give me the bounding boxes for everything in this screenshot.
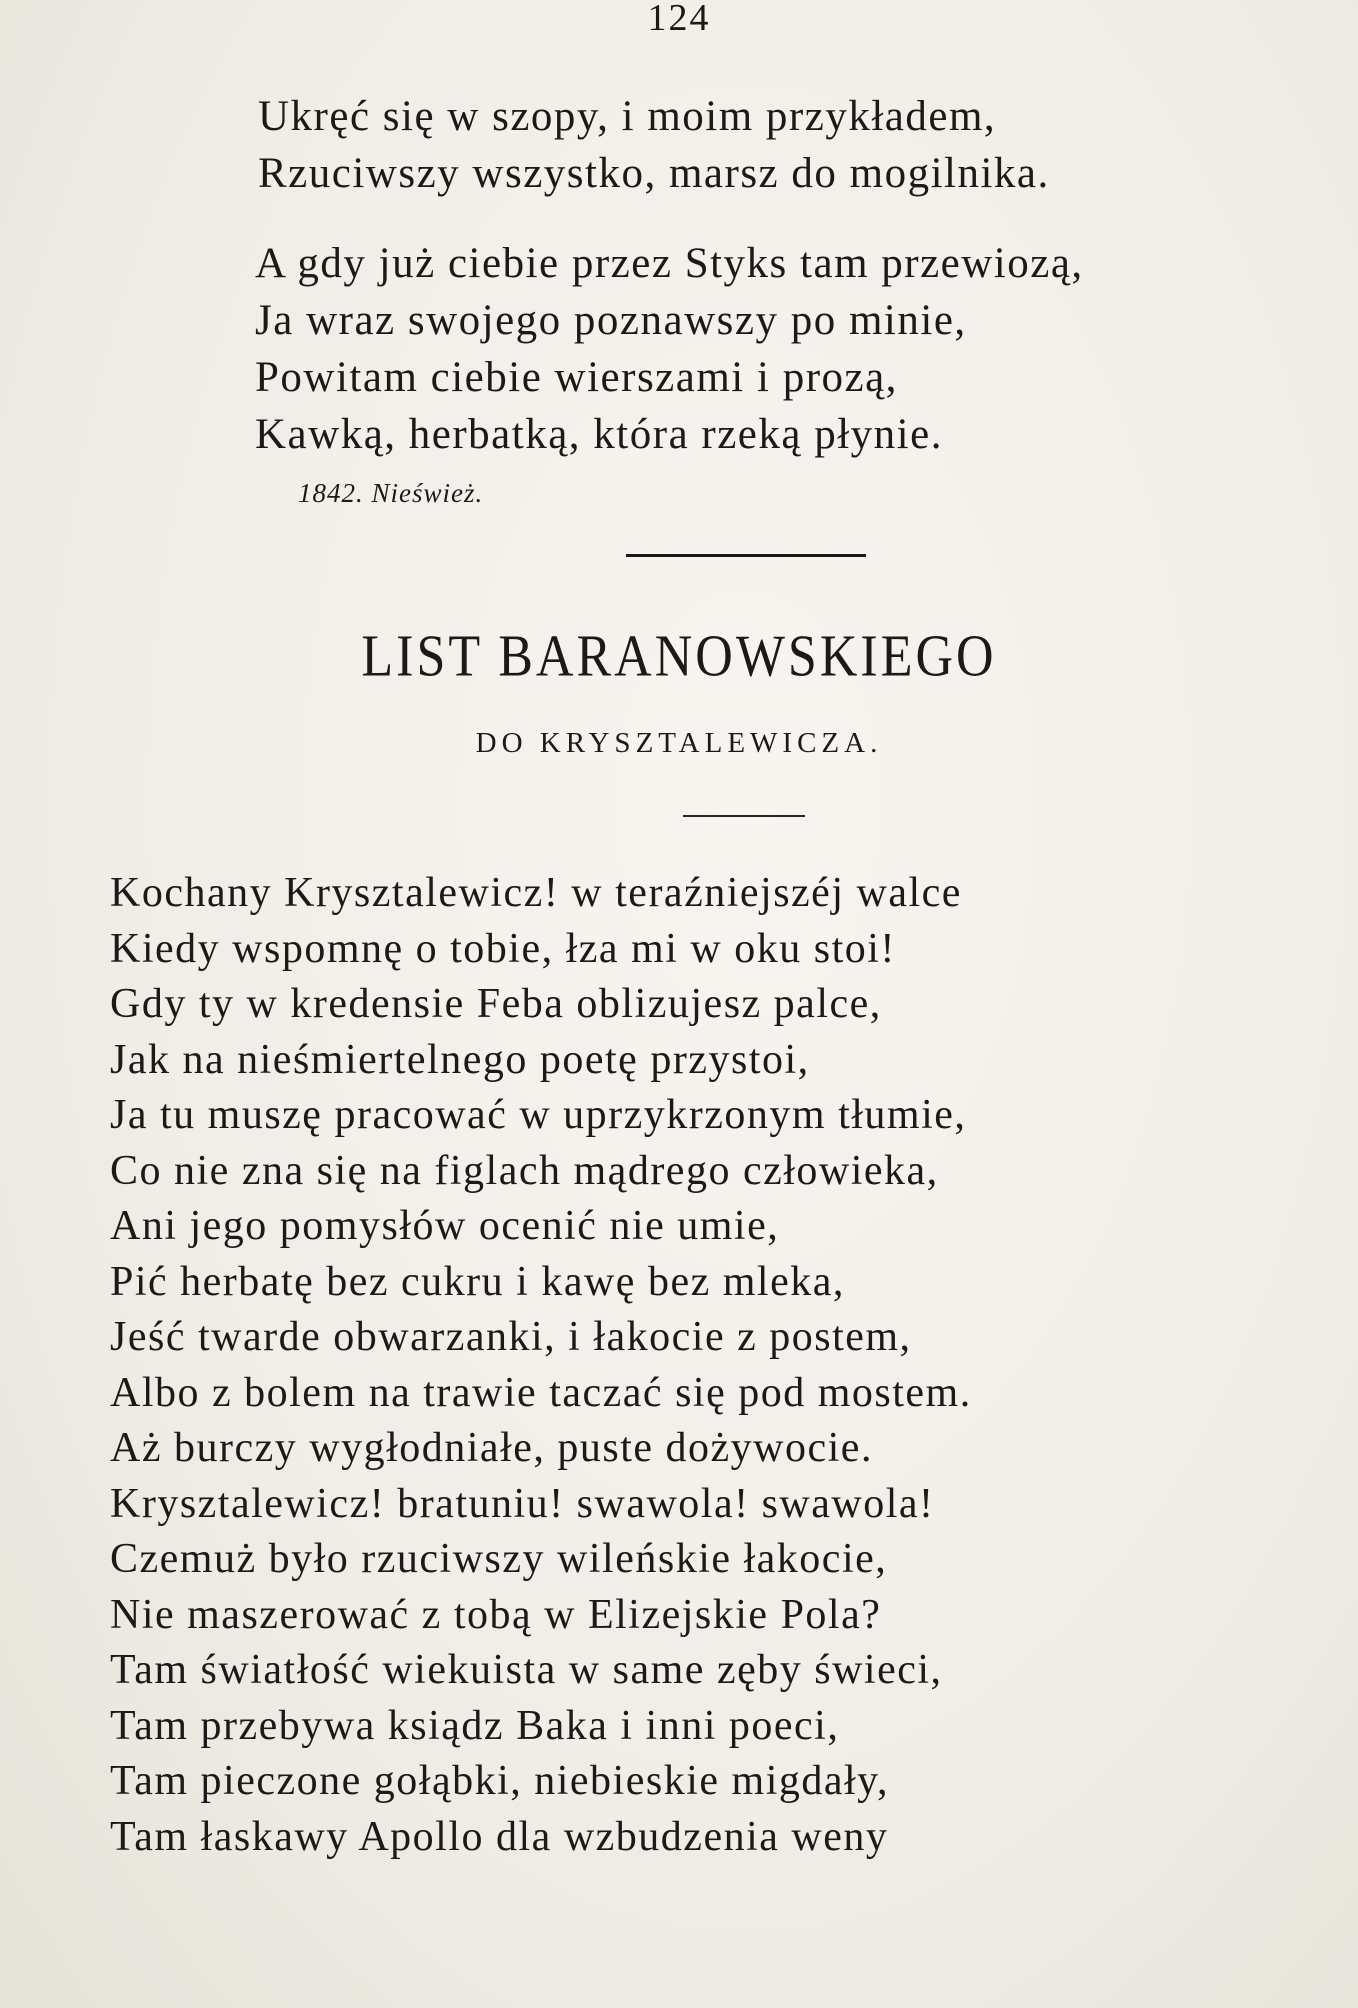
- verse-line: Gdy ty w kredensie Feba oblizujesz palce,: [110, 981, 882, 1027]
- verse-line: Tam przebywa ksiądz Baka i inni poeci,: [110, 1702, 840, 1749]
- page-number: 124: [647, 0, 711, 39]
- poem-date-place: 1842. Nieśwież.: [298, 478, 484, 508]
- verse-line: Nie maszerować z tobą w Elizejskie Pola?: [110, 1591, 882, 1638]
- verse-line: Co nie zna się na figlach mądrego człowieka,: [110, 1147, 939, 1194]
- title-divider: [683, 815, 805, 817]
- verse-line: Ja wraz swojego poznawszy po minie,: [255, 297, 967, 344]
- verse-line: Pić herbatę bez cukru i kawę bez mleka,: [110, 1258, 845, 1305]
- stanza: [258, 88, 1050, 202]
- section-divider: [626, 554, 866, 557]
- verse-line: Jeść twarde obwarzanki, i łakocie z postem,: [110, 1314, 912, 1360]
- verse-line: Jak na nieśmiertelnego poetę przystoi,: [110, 1036, 810, 1083]
- verse-line: Kiedy wspomnę o tobie, łza mi w oku stoi!: [110, 925, 896, 972]
- poem-subtitle: DO KRYSZTALEWICZA.: [475, 727, 883, 759]
- verse-line: Powitam ciebie wierszami i prozą,: [255, 354, 898, 401]
- verse-line: Rzuciwszy wszystko, marsz do mogilnika.: [258, 150, 1050, 197]
- verse-line: Czemuż było rzuciwszy wileńskie łakocie,: [110, 1536, 888, 1582]
- verse-line: Kochany Krysztalewicz! w teraźniejszéj walce: [110, 870, 962, 916]
- verse-line: Ja tu muszę pracować w uprzykrzonym tłumie,: [110, 1092, 967, 1138]
- verse-line: Ukręć się w szopy, i moim przykładem,: [258, 93, 997, 140]
- verse-line: Tam pieczone gołąbki, niebieskie migdały,: [110, 1758, 889, 1804]
- verse-line: Tam łaskawy Apollo dla wzbudzenia weny: [110, 1813, 889, 1860]
- verse-line: Ani jego pomysłów ocenić nie umie,: [110, 1203, 780, 1249]
- verse-line: Aż burczy wygłodniałe, puste dożywocie.: [110, 1425, 873, 1471]
- poem-title: LIST BARANOWSKIEGO: [361, 623, 997, 690]
- verse-line: Krysztalewicz! bratuniu! swawola! swawola!: [110, 1480, 935, 1527]
- verse-line: Albo z bolem na trawie taczać się pod mostem.: [110, 1369, 972, 1416]
- stanza: [255, 235, 1084, 463]
- poem-body: [110, 866, 972, 1865]
- verse-line: A gdy już ciebie przez Styks tam przewiozą,: [255, 240, 1084, 287]
- verse-line: Tam światłość wiekuista w same zęby świeci,: [110, 1647, 943, 1693]
- verse-line: Kawką, herbatką, która rzeką płynie.: [255, 411, 943, 458]
